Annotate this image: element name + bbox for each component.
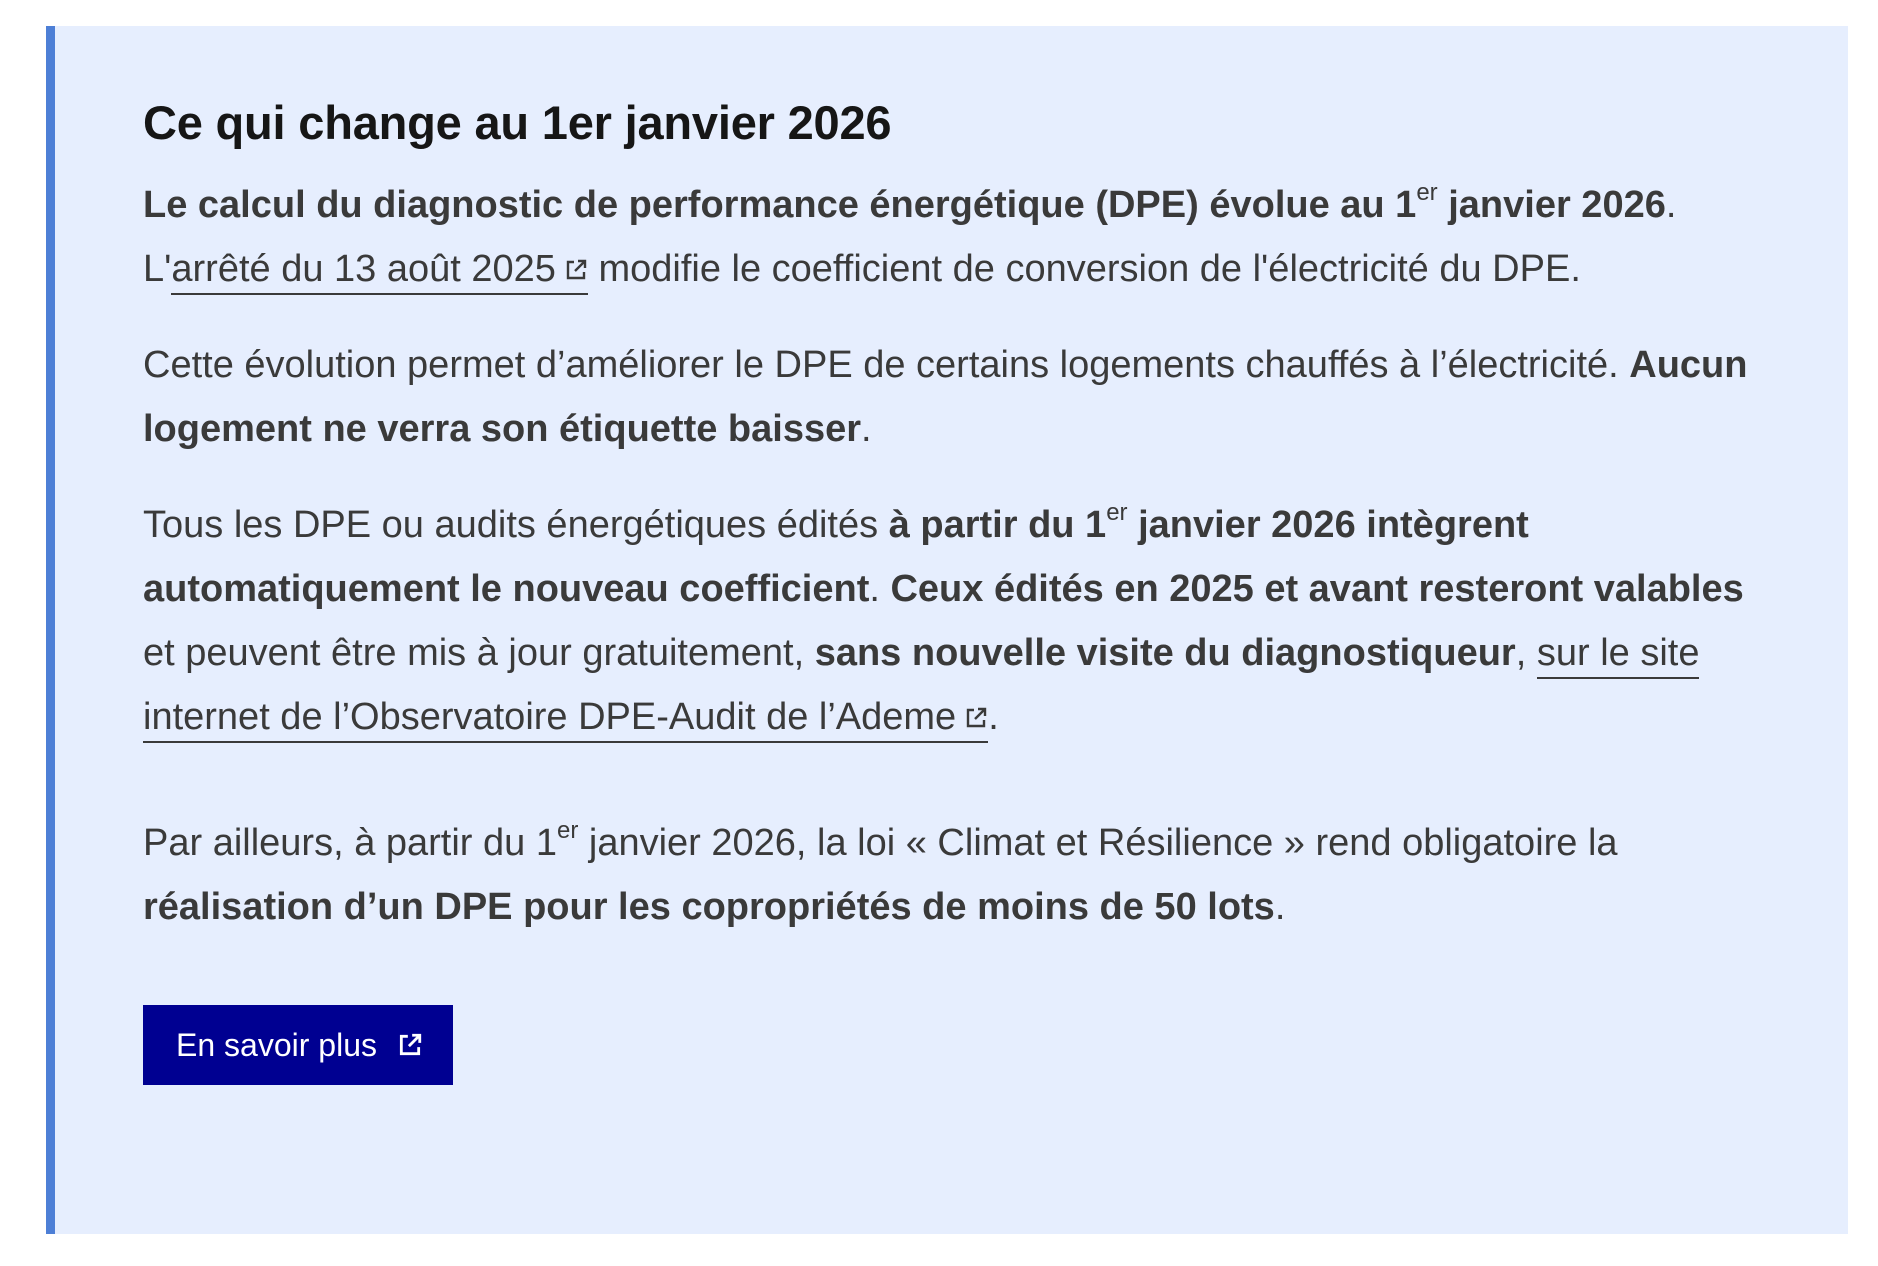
text: . — [1274, 886, 1286, 929]
external-link-icon — [964, 706, 988, 730]
bold-text: Ceux édités en 2025 et avant resteront valables — [890, 568, 1744, 611]
text: . — [988, 696, 999, 739]
bold-text: réalisation d’un DPE pour les copropriétés de moins de 50 lots — [143, 886, 1275, 929]
paragraph-coproprietes — [143, 811, 1748, 939]
paragraph-evolution — [143, 333, 1748, 461]
text: Par ailleurs, à partir du 1 — [143, 822, 557, 865]
text: modifie le coefficient de conversion de l'électricité du DPE. — [587, 248, 1581, 291]
superscript: er — [1106, 499, 1128, 527]
text: , — [1515, 632, 1537, 675]
text: janvier 2026, la loi « Climat et Résilience » rend obligatoire la — [578, 822, 1618, 865]
bold-text: Le calcul du diagnostic de performance énergétique (DPE) évolue au 1 — [143, 184, 1417, 227]
text: . — [869, 568, 891, 611]
text: . L' — [143, 184, 1677, 291]
superscript: er — [556, 817, 579, 845]
callout-title: Ce qui change au 1er janvier 2026 — [143, 96, 892, 149]
bold-text: sans nouvelle visite du diagnostiqueur — [814, 632, 1516, 675]
en-savoir-plus-button[interactable] — [143, 1005, 453, 1085]
text: Tous les DPE ou audits énergétiques édités — [143, 504, 889, 547]
button-label: En savoir plus — [176, 1026, 377, 1063]
arrete-link[interactable] — [171, 248, 588, 295]
superscript: er — [1416, 179, 1438, 207]
text: . — [861, 408, 872, 451]
info-callout — [46, 26, 1848, 1234]
bold-text: Aucun logement ne verra son étiquette baisser — [143, 344, 1748, 451]
bold-text: janvier 2026 intègrent automatiquement le nouveau coefficient — [143, 504, 1529, 611]
paragraph-nouveau-coefficient — [143, 493, 1748, 749]
arrete-link-label: arrêté du 13 août 2025 — [171, 248, 556, 291]
bold-text: janvier 2026 — [1437, 184, 1666, 227]
callout-accent-bar — [46, 26, 55, 1234]
external-link-icon — [397, 1032, 423, 1058]
bold-text: à partir du 1 — [888, 504, 1107, 547]
text: Cette évolution permet d’améliorer le DPE de certains logements chauffés à l’électricité. — [143, 344, 1630, 387]
paragraph-dpe-calcul — [143, 173, 1748, 301]
external-link-icon — [564, 258, 588, 282]
observatoire-link-label: sur le site internet de l’Observatoire DPE-Audit de l’Ademe — [143, 632, 1700, 739]
text: et peuvent être mis à jour gratuitement, — [143, 632, 815, 675]
